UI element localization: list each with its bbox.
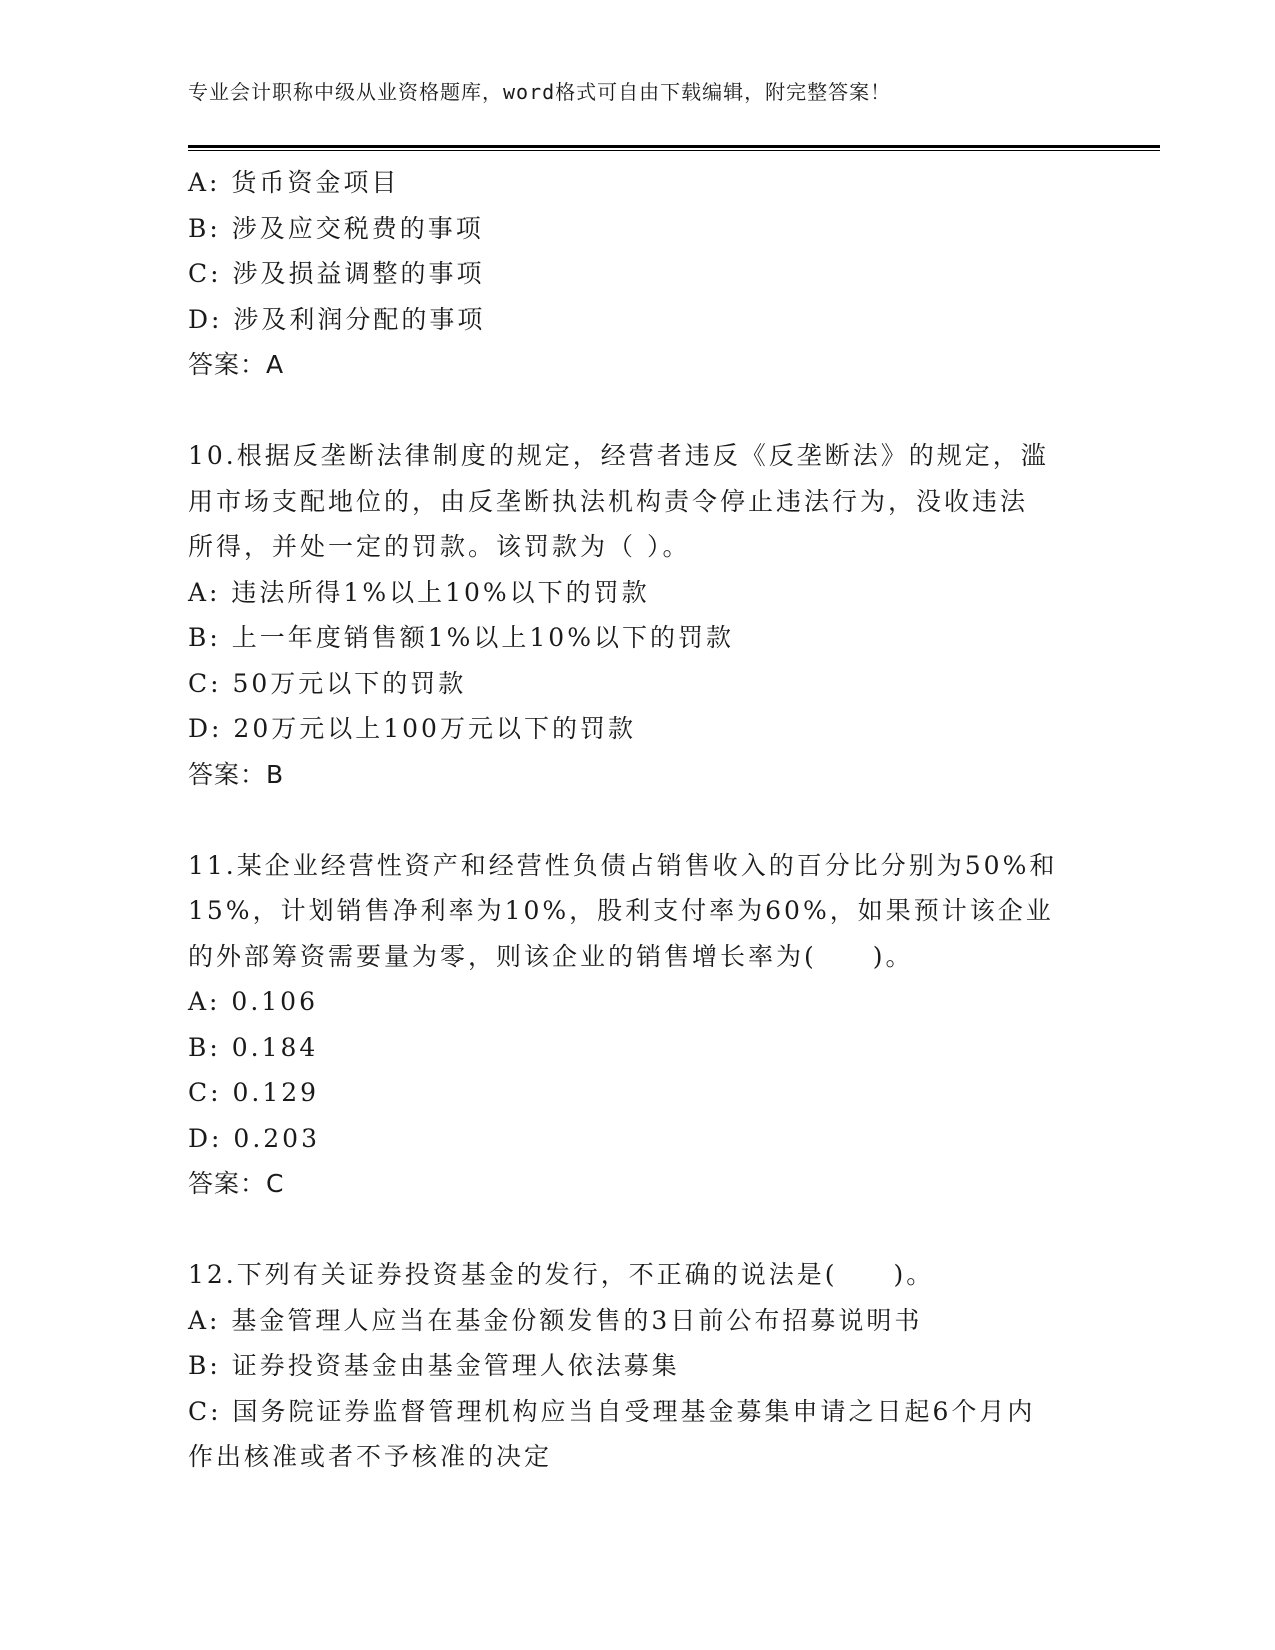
q9-option-b: B: 涉及应交税费的事项 (188, 213, 484, 243)
q11-option-b: B: 0.184 (188, 1032, 319, 1062)
q11-stem-line-2: 15%，计划销售净利率为10%，股利支付率为60%，如果预计该企业 (188, 896, 1054, 925)
q11-stem-line-1: 11.某企业经营性资产和经营性负债占销售收入的百分比分别为50%和 (188, 850, 1058, 880)
q10-option-a: A: 违法所得1%以上10%以下的罚款 (188, 577, 650, 607)
q11-option-c: C: 0.129 (188, 1078, 320, 1107)
header-rule-thick (188, 145, 1160, 148)
q11-stem-line-3: 的外部筹资需要量为零，则该企业的销售增长率为( )。 (188, 941, 914, 971)
q9-option-d: D: 涉及利润分配的事项 (188, 304, 486, 334)
q10-option-c: C: 50万元以下的罚款 (188, 668, 467, 698)
q12-option-a: A: 基金管理人应当在基金份额发售的3日前公布招募说明书 (188, 1305, 923, 1335)
q12-option-b: B: 证券投资基金由基金管理人依法募集 (188, 1351, 680, 1380)
q9-answer: 答案：A (188, 350, 285, 379)
q11-option-a: A: 0.106 (188, 987, 318, 1016)
q10-option-d: D: 20万元以上100万元以下的罚款 (188, 714, 636, 743)
q10-stem-line-1: 10.根据反垄断法律制度的规定，经营者违反《反垄断法》的规定，滥 (188, 441, 1049, 470)
q11-answer: 答案：C (188, 1169, 285, 1198)
q10-stem-line-3: 所得，并处一定的罚款。该罚款为（ ）。 (188, 532, 691, 561)
header-rule-thin (188, 150, 1160, 151)
q11-option-d: D: 0.203 (188, 1123, 320, 1153)
q12-option-c-continued: 作出核准或者不予核准的决定 (188, 1442, 553, 1471)
spacer (188, 1207, 1088, 1253)
spacer (188, 797, 1088, 843)
q10-option-b: B: 上一年度销售额1%以上10%以下的罚款 (188, 623, 734, 652)
q12-option-c: C: 国务院证券监督管理机构应当自受理基金募集申请之日起6个月内 (188, 1396, 1036, 1426)
spacer (188, 388, 1088, 434)
q9-option-c: C: 涉及损益调整的事项 (188, 259, 485, 288)
document-body (188, 160, 1088, 1480)
q10-answer: 答案：B (188, 759, 285, 789)
q9-option-a: A: 货币资金项目 (188, 168, 400, 197)
q12-stem-line-1: 12.下列有关证券投资基金的发行，不正确的说法是( )。 (188, 1260, 935, 1289)
q10-stem-line-2: 用市场支配地位的，由反垄断执法机构责令停止违法行为，没收违法 (188, 486, 1029, 516)
page-header: 专业会计职称中级从业资格题库，word格式可自由下载编辑，附完整答案！ (188, 80, 892, 104)
